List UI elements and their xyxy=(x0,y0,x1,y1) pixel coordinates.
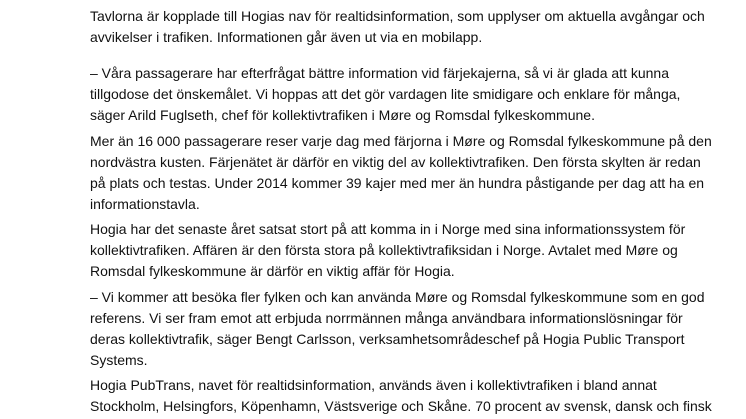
paragraph-line: tillgodose det önskemålet. Vi hoppas att det gör vardagen lite smidigare och enklare för många, xyxy=(90,86,681,102)
paragraph-line: Tavlorna är kopplade till Hogias nav för realtidsinformation, som upplyser om aktuella avgångar och xyxy=(90,8,705,24)
paragraph-display-boards xyxy=(90,6,730,48)
paragraph-passenger-quote xyxy=(90,63,730,126)
paragraph-line: avvikelser i trafiken. Informationen går även ut via en mobilapp. xyxy=(90,29,483,45)
paragraph-line: Stockholm, Helsingfors, Köpenhamn, Västsverige och Skåne. 70 procent av svensk, dansk och finsk xyxy=(90,398,712,414)
paragraph-line: Hogia har det senaste året satsat stort på att komma in i Norge med sina informationssystem för xyxy=(90,221,686,237)
paragraph-line: säger Arild Fuglseth, chef för kollektivtrafiken i Møre og Romsdal fylkeskommune. xyxy=(90,107,595,123)
paragraph-line: referens. Vi ser fram emot att erbjuda norrmännen många användbara informationslösningar för xyxy=(90,310,683,326)
paragraph-line: – Vi kommer att besöka fler fylken och kan använda Møre og Romsdal fylkeskommune som en god xyxy=(90,289,705,305)
paragraph-line: deras kollektivtrafik, säger Bengt Carlsson, verksamhetsområdeschef på Hogia Public Transport xyxy=(90,331,685,347)
paragraph-line: – Våra passagerare har efterfrågat bättre information vid färjekajerna, så vi är glada att kunna xyxy=(90,65,669,81)
paragraph-line: nordvästra kusten. Färjenätet är därför en viktig del av kollektivtrafiken. Den första skylten är redan xyxy=(90,154,701,170)
paragraph-hogia-norway xyxy=(90,219,730,282)
paragraph-line: på plats och testas. Under 2014 kommer 39 kajer med mer än hundra påstigande per dag att ha en xyxy=(90,175,705,191)
paragraph-pubtrans xyxy=(90,375,730,417)
paragraph-line: Hogia PubTrans, navet för realtidsinformation, används även i kollektivtrafiken i bland annat xyxy=(90,377,657,393)
paragraph-line: Systems. xyxy=(90,352,148,368)
paragraph-line: Mer än 16 000 passagerare reser varje dag med färjorna i Møre og Romsdal fylkeskommune på den xyxy=(90,133,712,149)
paragraph-carlsson-quote xyxy=(90,287,730,371)
paragraph-line: Romsdal fylkeskommune är därför en viktig affär för Hogia. xyxy=(90,263,455,279)
paragraph-ferry-network xyxy=(90,131,730,215)
paragraph-line: kollektivtrafiken. Affären är den första stora på kollektivtrafiksidan i Norge. Avtalet med Møre og xyxy=(90,242,678,258)
paragraph-line: informationstavla. xyxy=(90,196,200,212)
